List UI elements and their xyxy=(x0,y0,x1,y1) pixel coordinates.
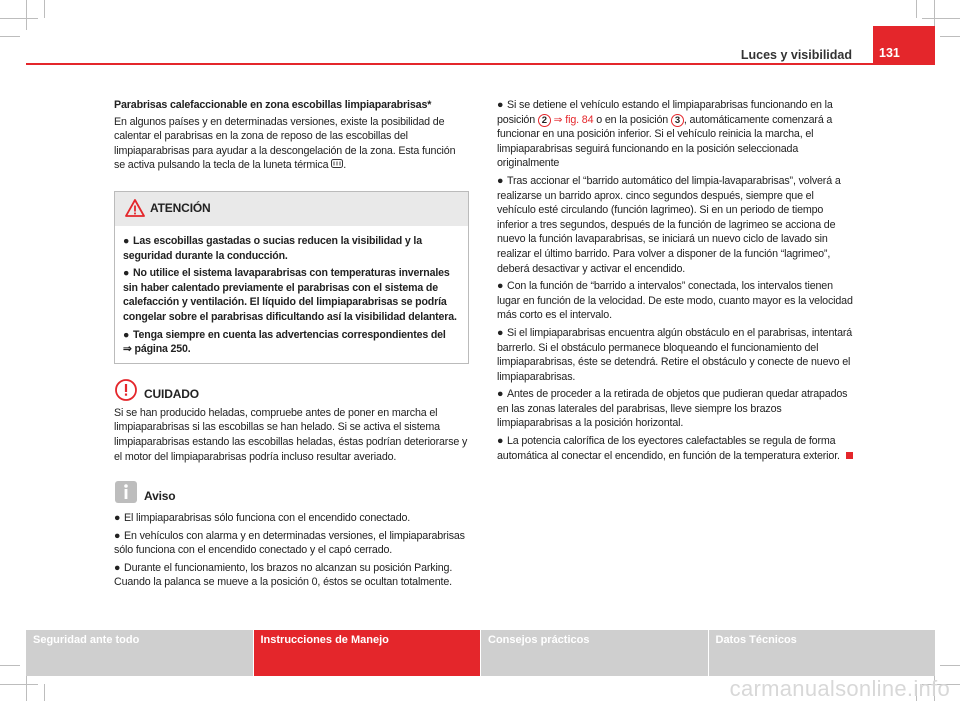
crop-mark xyxy=(922,18,960,19)
note-title: Aviso xyxy=(144,489,176,504)
rear-window-heater-icon xyxy=(331,159,343,169)
watermark: carmanualsonline.info xyxy=(729,676,950,701)
crop-mark xyxy=(0,665,20,666)
info-icon xyxy=(114,480,138,504)
warning-triangle-icon xyxy=(125,198,145,218)
crop-mark xyxy=(0,36,20,37)
crop-mark xyxy=(0,18,38,19)
section-title: Luces y visibilidad xyxy=(740,48,852,62)
note-bullet: ● Durante el funcionamiento, los brazos no alcanzan su posición Parking. Cuando la palanca se mueve a la posición 0, éstos se ocultan totalmente. xyxy=(114,561,453,589)
left-column xyxy=(114,98,469,590)
footer-tab-datos[interactable]: Datos Técnicos xyxy=(709,630,936,676)
crop-mark xyxy=(44,684,45,701)
note-bullet: ● En vehículos con alarma y en determinadas versiones, el limpiaparabrisas sólo funciona con el encendido conectado y el capó cerrado. xyxy=(114,529,465,557)
right-bullet: ● Antes de proceder a la retirada de objetos que pudieran quedar atrapados en las zonas laterales del parabrisas, lleve siempre los brazos limpiaparabrisas a la posición horizontal. xyxy=(497,388,848,430)
footer-tab-seguridad[interactable]: Seguridad ante todo xyxy=(26,630,253,676)
intro-paragraph: En algunos países y en determinadas versiones, existe la posibilidad de calentar el parabrisas en la zona de reposo de las escobillas del limpiaparabrisas para ayudar a la descongelación de la zona. Esta función se activa pulsando la tecla de la luneta térmica . xyxy=(114,115,456,172)
intro-text: En algunos países y en determinadas versiones, existe la posibilidad de calentar el parabrisas en la zona de reposo de las escobillas del limpiaparabrisas para ayudar a la descongelación de la zona. Esta función se activa pulsando la tecla de la luneta térmica xyxy=(114,115,456,172)
crop-mark xyxy=(940,36,960,37)
right-bullet: ● La potencia calorífica de los eyectores calefactables se regula de forma automática al conectar el encendido, en función de la temperatura exterior. xyxy=(497,434,855,463)
warning-bullet: ● Tenga siempre en cuenta las advertencias correspondientes del ⇒ página 250. xyxy=(123,328,446,356)
section-end-mark xyxy=(846,452,853,459)
crop-mark xyxy=(26,676,27,701)
warning-box xyxy=(114,191,469,364)
right-bullet: ● Si el limpiaparabrisas encuentra algún obstáculo en el parabrisas, intentará barrerlo. Si el obstáculo permanece bloqueando el funcionamiento del limpiaparabrisas, éste se detendrá. Retire el obstáculo y conecte de nuevo el limpiaparabrisas. xyxy=(497,326,853,383)
caution-icon xyxy=(114,378,138,402)
note-header xyxy=(114,480,469,508)
warning-body xyxy=(115,226,468,363)
caution-title: CUIDADO xyxy=(144,386,199,401)
subsection-heading: Parabrisas calefaccionable en zona escobillas limpiaparabrisas* xyxy=(114,99,432,111)
warning-bullet: ● Las escobillas gastadas o sucias reducen la visibilidad y la seguridad durante la conducción. xyxy=(123,234,422,262)
note-bullet: ● El limpiaparabrisas sólo funciona con el encendido conectado. xyxy=(114,512,411,525)
page-reference-link[interactable]: ⇒ página 250. xyxy=(123,343,191,356)
footer-tab-instrucciones[interactable]: Instrucciones de Manejo xyxy=(254,630,481,676)
page-number: 131 xyxy=(879,46,900,60)
crop-mark xyxy=(916,0,917,18)
crop-mark xyxy=(26,0,27,30)
figure-reference-link[interactable]: ⇒ fig. 84 xyxy=(553,113,594,126)
right-bullet: ● Si se detiene el vehículo estando el limpiaparabrisas funcionando en la posición 2 ⇒ fig. 84 o en la posición 3 , automáticamente comenzará a funcionar en una posición inferior. Si el vehículo reinicia la marcha, el limpiaparabrisas seguirá funcionando en la posición seleccionada originalmente xyxy=(497,99,833,170)
position-badge: 3 xyxy=(671,114,684,127)
warning-bullet: ● No utilice el sistema lavaparabrisas con temperaturas invernales sin haber calentado previamente el parabrisas con el sistema de calefacción y ventilación. El líquido del limpiaparabrisas se podría congelar sobre el parabrisas dificultando así la visibilidad delantera. xyxy=(123,267,457,323)
right-bullet: ● Con la función de “barrido a intervalos” conectada, los intervalos tienen lugar en función de la velocidad. De este modo, cuanto mayor es la velocidad más corto es el intervalo. xyxy=(497,280,853,322)
header-rule xyxy=(26,63,934,65)
caution-text: Si se han producido heladas, compruebe antes de poner en marcha el limpiaparabrisas si las escobillas se han helado. Si se activa el sistema limpiaparabrisas estando las escobillas heladas, éstas podrían deteriorarse y el motor del limpiaparabrisas podría incluso resultar averiado. xyxy=(114,406,468,463)
footer-tab-consejos[interactable]: Consejos prácticos xyxy=(481,630,708,676)
right-bullet: ● Tras accionar el “barrido automático del limpia-lavaparabrisas”, volverá a realizarse un barrido aprox. cinco segundos después, siempre que el vehículo esté circulando (función lagrimeo). Si en un periodo de tiempo inferior a tres segundos, después de la función de lagrimeo se acciona de nuevo la función lavaparabrisas, se iniciará un nuevo ciclo de lavado sin realizar el último barrido. Para volver a disponer de la función “lagrimeo”, deberá desactivar y activar el encendido. xyxy=(497,174,841,275)
position-badge: 2 xyxy=(538,114,551,127)
footer-nav xyxy=(26,630,935,676)
right-column xyxy=(497,98,855,463)
crop-mark xyxy=(0,684,38,685)
warning-header xyxy=(115,192,468,226)
crop-mark xyxy=(940,665,960,666)
caution-header xyxy=(114,378,469,406)
warning-title: ATENCIÓN xyxy=(150,200,211,215)
crop-mark xyxy=(44,0,45,18)
